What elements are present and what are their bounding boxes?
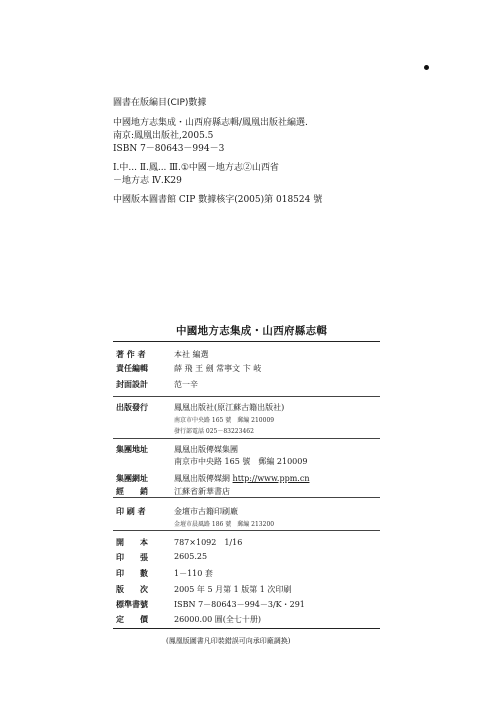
spec-label: 標準書號 xyxy=(116,600,148,609)
cip-line-classification-cont: －地方志 Ⅳ.K29 xyxy=(113,176,182,186)
spec-value: 2005 年 5 月第 1 版第 1 次印刷 xyxy=(174,585,292,594)
group-web-label: 集團網址 xyxy=(116,474,148,483)
spec-label: 印 數 xyxy=(116,569,148,578)
divider-top xyxy=(113,341,380,342)
publisher-row xyxy=(116,402,378,436)
group-web-link[interactable]: http://www.ppm.cn xyxy=(232,474,310,483)
credit-label: 著 作 者 xyxy=(116,350,146,359)
cip-line-classification: Ⅰ.中... Ⅱ.鳳... Ⅲ.①中國－地方志②山西省 xyxy=(113,163,279,173)
group-address-row xyxy=(116,444,378,464)
spec-label: 定 價 xyxy=(116,615,148,624)
divider-group xyxy=(113,497,380,498)
divider-publisher xyxy=(113,438,380,439)
group-address-label: 集團地址 xyxy=(116,445,148,454)
credit-value: 范一辛 xyxy=(174,380,198,389)
page-mark xyxy=(424,65,429,70)
spec-label: 版 次 xyxy=(116,585,148,594)
publisher-address: 南京市中央路 165 號 郵編 210009 xyxy=(174,417,275,424)
credit-label: 責任編輯 xyxy=(116,364,148,373)
cip-heading: 圖書在版編目(CIP)數據 xyxy=(113,98,207,108)
distributor-value: 江蘇省新華書店 xyxy=(174,487,230,496)
cip-line-isbn: ISBN 7－80643－994－3 xyxy=(113,144,225,154)
cip-block xyxy=(113,95,378,207)
spec-value: 26000.00 圓(全七十册) xyxy=(174,615,261,624)
spec-value: 2605.25 xyxy=(174,552,208,561)
printer-address: 金壇市晨風路 186 號 郵編 213200 xyxy=(174,521,275,528)
cip-line-publisher: 南京:鳳凰出版社,2005.5 xyxy=(113,131,214,141)
publisher-phone: 發行部電話 025－83223462 xyxy=(174,428,254,435)
spec-label: 印 張 xyxy=(116,553,148,562)
book-title: 中國地方志集成・山西府縣志輯 xyxy=(176,325,328,337)
divider-credits xyxy=(113,396,380,397)
credit-label: 封面設計 xyxy=(116,380,148,389)
divider-bottom xyxy=(113,628,380,629)
spec-value: 787×1092 1/16 xyxy=(174,538,243,547)
group-address-detail: 南京市中央路 165 號 郵編 210009 xyxy=(174,457,308,466)
distributor-label: 經 銷 xyxy=(116,487,148,496)
group-address-value: 鳳凰出版傳媒集團 xyxy=(174,445,238,454)
printer-value: 金壇市古籍印刷廠 xyxy=(174,507,238,516)
cip-line-title: 中國地方志集成・山西府縣志輯/鳳凰出版社編選. xyxy=(113,118,308,128)
printer-label: 印 刷 者 xyxy=(116,507,146,516)
printer-row xyxy=(116,506,378,528)
spec-value: ISBN 7－80643－994－3/K・291 xyxy=(174,600,305,609)
group-web-name: 鳳凰出版傳媒網 xyxy=(174,474,230,483)
publisher-label: 出版發行 xyxy=(116,403,148,412)
footer-note: (鳳凰版圖書凡印裝錯誤可向承印廠調换) xyxy=(166,637,291,645)
divider-printer xyxy=(113,530,380,531)
spec-label: 開 本 xyxy=(116,538,148,547)
credit-value: 薛 飛 王 劍 常寧文 卞 岐 xyxy=(174,364,262,373)
publisher-value: 鳳凰出版社(原江蘇古籍出版社) xyxy=(174,403,285,412)
cip-line-record: 中國版本圖書館 CIP 數據核字(2005)第 018524 號 xyxy=(113,195,323,205)
credit-value: 本社 編選 xyxy=(174,350,209,359)
spec-value: 1－110 套 xyxy=(174,569,213,578)
